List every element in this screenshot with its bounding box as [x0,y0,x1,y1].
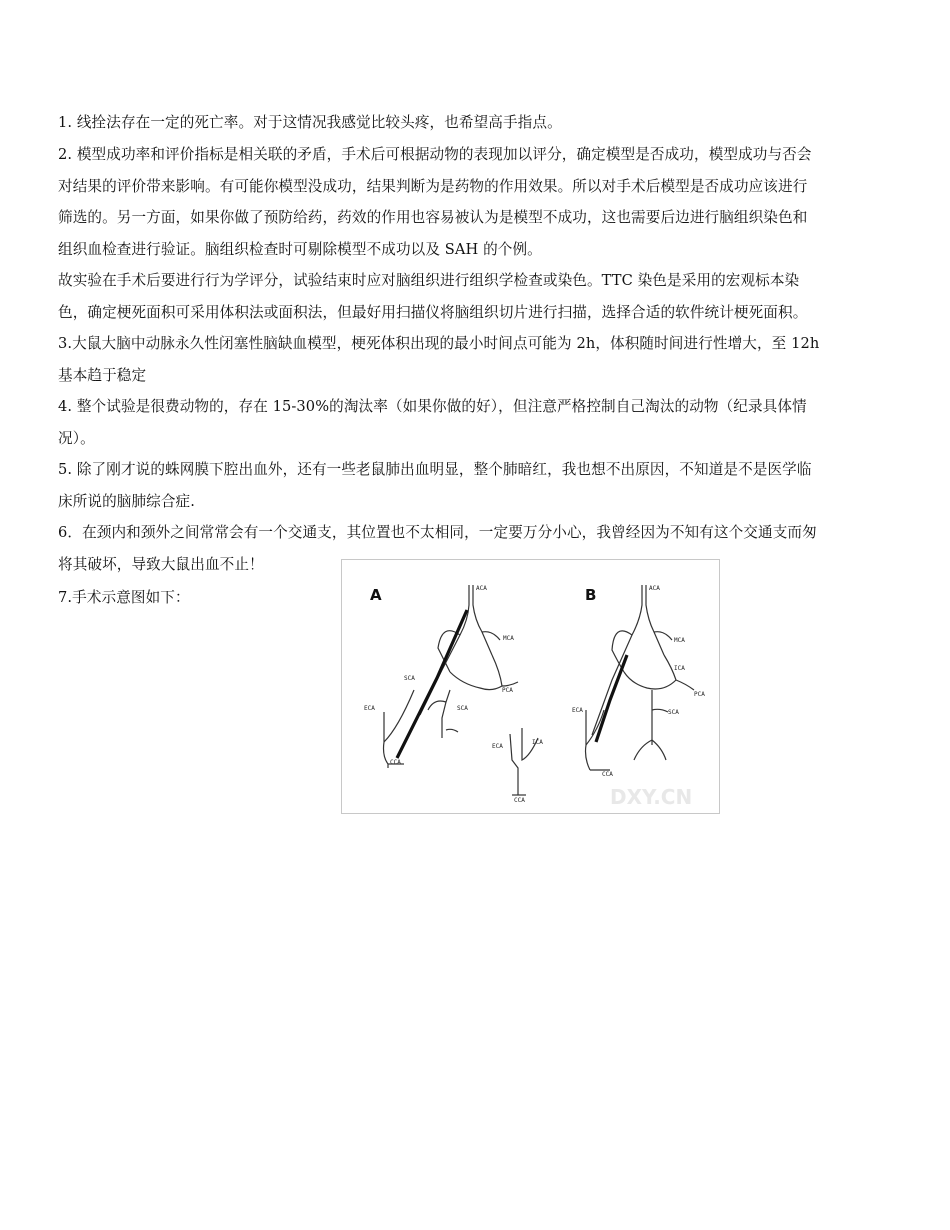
text-line: 筛选的。另一方面，如果你做了预防给药，药效的作用也容易被认为是模型不成功，这也需要后边进行脑组织染色和 [58,209,808,226]
label-ica-a: ICA [532,739,543,746]
text-line: 3.大鼠大脑中动脉永久性闭塞性脑缺血模型，梗死体积出现的最小时间点可能为 2h，体积随时间进行性增大，至 12h [58,335,820,352]
paragraph-2-continued [58,265,900,328]
text-line: 将其破坏，导致大鼠出血不止！ [58,555,264,573]
panel-a-label: A [370,586,382,604]
label-cca-a: CCA [390,759,401,766]
text-line: 4. 整个试验是很费动物的，存在 15-30%的淘汰率（如果你做的好），但注意严格控制自己淘汰的动物（纪录具体情 [58,398,807,415]
watermark: DXY.CN [610,785,693,809]
label-mca-b: MCA [674,637,685,644]
panel-b-vessels [586,585,695,770]
label-cca-b: CCA [602,771,613,778]
text-line: 6．在颈内和颈外之间常常会有一个交通支，其位置也不太相同，一定要万分小心，我曾经因为不知有这个交通支而匆 [58,524,817,541]
text-line: 2. 模型成功率和评价指标是相关联的矛盾，手术后可根据动物的表现加以评分，确定模型是否成功，模型成功与否会 [58,146,812,163]
text-line: 基本趋于稳定 [58,366,147,384]
paragraph-4 [58,391,900,454]
label-aca-b: ACA [649,585,660,592]
paragraph-3 [58,328,900,391]
label-eca-a: ECA [364,705,375,712]
panel-b-suture-thread [596,655,627,742]
text-line: 色，确定梗死面积可采用体积法或面积法，但最好用扫描仪将脑组织切片进行扫描，选择合适的软件统计梗死面积。 [58,303,808,321]
label-ica-b: ICA [674,665,685,672]
panel-b-label: B [585,586,597,604]
label-eca-b: ECA [572,707,583,714]
label-pca-b: PCA [694,691,705,698]
label-sca-a2: SCA [457,705,468,712]
surgery-diagram-svg [342,560,719,813]
panel-a-vessels [384,585,539,795]
text-line: 故实验在手术后要进行行为学评分，试验结束时应对脑组织进行组织学检查或染色。TTC 染色是采用的宏观标本染 [58,272,800,289]
text-line: 7.手术示意图如下： [58,589,190,606]
text-line: 组织血检查进行验证。脑组织检查时可剔除模型不成功以及 SAH 的个例。 [58,240,542,258]
panel-a-suture-thread [397,610,467,758]
paragraph-2 [58,139,900,265]
label-sca-b: SCA [668,709,679,716]
surgery-diagram [341,559,720,814]
text-line: 1. 线拴法存在一定的死亡率。对于这情况我感觉比较头疼，也希望高手指点。 [58,114,562,131]
paragraph-7 [58,582,318,614]
text-line: 床所说的脑肺综合症. [58,492,195,510]
paragraph-5 [58,454,900,517]
text-line: 5. 除了刚才说的蛛网膜下腔出血外，还有一些老鼠肺出血明显，整个肺暗红，我也想不出原因，不知道是不是医学临 [58,461,812,478]
label-pca-a: PCA [502,687,513,694]
label-mca-a: MCA [503,635,514,642]
label-cca-a2: CCA [514,797,525,804]
label-sca-a: SCA [404,675,415,682]
text-line: 对结果的评价带来影响。有可能你模型没成功，结果判断为是药物的作用效果。所以对手术后模型是否成功应该进行 [58,177,808,195]
label-aca-a: ACA [476,585,487,592]
label-eca-a2: ECA [492,743,503,750]
text-line: 况）。 [58,429,95,447]
paragraph-1 [58,107,900,139]
